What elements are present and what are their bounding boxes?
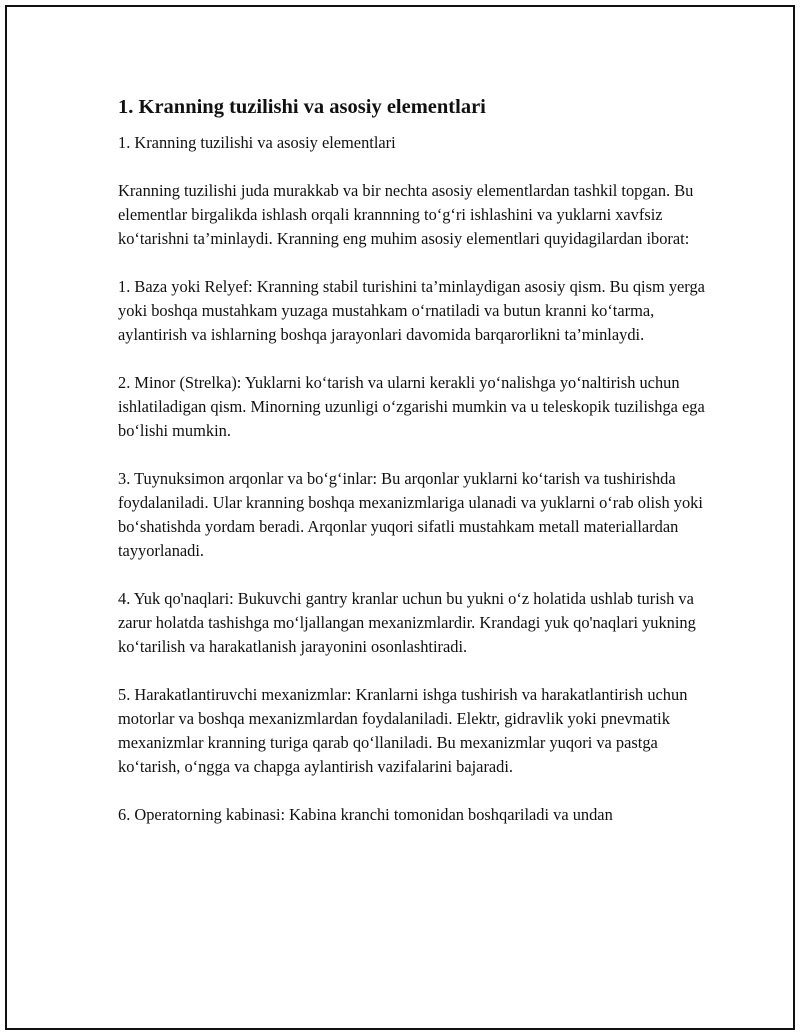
section-subtitle: 1. Kranning tuzilishi va asosiy elementlari: [118, 133, 396, 152]
paragraph-item-4: 4. Yuk qo'naqlari: Bukuvchi gantry kranlar uchun bu yukni o‘z holatida ushlab turish va zarur holatda tashishga mo‘ljallangan mexanizmlardir. Krandagi yuk qo'naqlari yukning ko‘tarilish va harakatlanish jarayonini osonlashtiradi.: [118, 589, 696, 656]
paragraph-intro: Kranning tuzilishi juda murakkab va bir nechta asosiy elementlardan tashkil topgan. Bu elementlar birgalikda ishlash orqali krannning to‘g‘ri ishlashini va yuklarni xavfsiz ko‘tarishni ta’minlaydi. Kranning eng muhim asosiy elementlari quyidagilardan iborat:: [118, 181, 694, 248]
paragraph-item-6: 6. Operatorning kabinasi: Kabina kranchi tomonidan boshqariladi va undan: [118, 805, 613, 824]
document-body: [118, 95, 718, 851]
document-heading: 1. Kranning tuzilishi va asosiy elementlari: [118, 96, 486, 118]
paragraph-item-3: 3. Tuynuksimon arqonlar va bo‘g‘inlar: Bu arqonlar yuklarni ko‘tarish va tushirishda foydalaniladi. Ular kranning boshqa mexanizmlariga ulanadi va yuklarni o‘rab olish yoki bo‘shatishda yordam beradi. Arqonlar yuqori sifatli mustahkam metall materiallardan tayyorlanadi.: [118, 469, 703, 560]
paragraph-item-5: 5. Harakatlantiruvchi mexanizmlar: Kranlarni ishga tushirish va harakatlantirish uchun motorlar va boshqa mexanizmlardan foydalaniladi. Elektr, gidravlik yoki pnevmatik mexanizmlar kranning turiga qarab qo‘llaniladi. Bu mexanizmlar yuqori va pastga ko‘tarish, o‘ngga va chapga aylantirish vazifalarini bajaradi.: [118, 685, 688, 776]
paragraph-item-1: 1. Baza yoki Relyef: Kranning stabil turishini ta’minlaydigan asosiy qism. Bu qism yerga yoki boshqa mustahkam yuzaga mustahkam o‘rnatiladi va butun kranni ko‘tarma, aylantirish va ishlarning boshqa jarayonlari davomida barqarorlikni ta’minlaydi.: [118, 277, 705, 344]
paragraph-item-2: 2. Minor (Strelka): Yuklarni ko‘tarish va ularni kerakli yo‘nalishga yo‘naltirish uchun ishlatiladigan qism. Minorning uzunligi o‘zgarishi mumkin va u teleskopik tuzilishga ega bo‘lishi mumkin.: [118, 373, 705, 440]
